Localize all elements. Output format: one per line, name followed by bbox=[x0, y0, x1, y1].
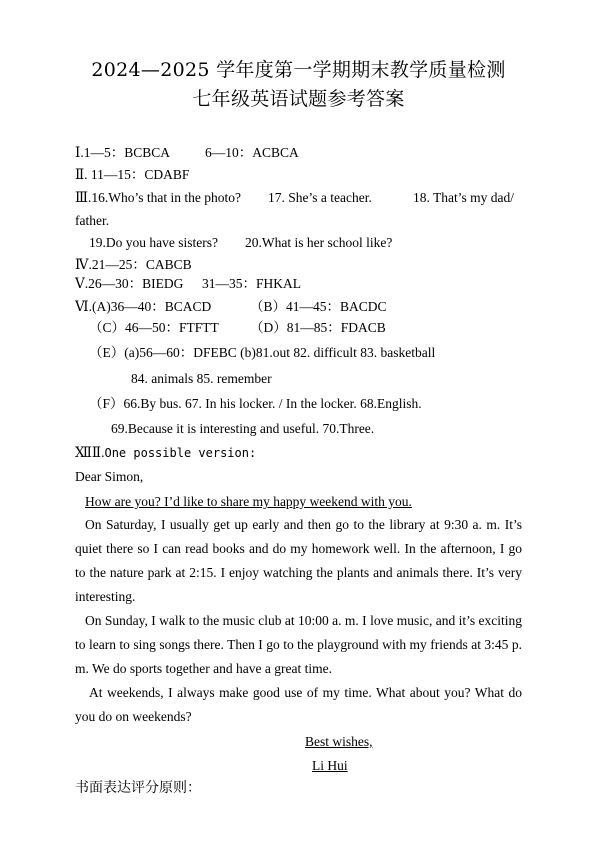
letter-greeting: Dear Simon, bbox=[75, 469, 144, 484]
answers-section-3e: 19.Do you have sisters? bbox=[89, 235, 218, 250]
answers-section-3c: 18. That’s my dad/ bbox=[413, 190, 514, 205]
letter-paragraph-3: At weekends, I always make good use of my time. What about you? What do you do on weekends? bbox=[75, 685, 522, 724]
answers-section-6h: 69.Because it is interesting and useful. 70.Three. bbox=[111, 421, 375, 436]
letter-paragraph-1: On Saturday, I usually get up early and then go to the library at 9:30 a. m. It’s quiet there so I can read books and do my homework well. In the afternoon, I go to the nature park at 2:15. I enjoy watching the plants and animals there. It’s very interesting. bbox=[75, 517, 522, 604]
answers-section-3d: father. bbox=[75, 213, 110, 228]
answers-section-1a: Ⅰ.1—5：BCBCA bbox=[75, 145, 170, 160]
answers-section-6b: （B）41—45：BACDC bbox=[250, 299, 387, 314]
answers-section-3b: 17. She’s a teacher. bbox=[268, 190, 372, 205]
answers-section-6e: （E）(a)56—60：DFEBC (b)81.out 82. difficult 83. basketball bbox=[89, 345, 436, 360]
letter-closing: Best wishes, bbox=[305, 734, 373, 749]
grading-criteria-heading: 书面表达评分原则： bbox=[75, 780, 201, 796]
answers-section-3f: 20.What is her school like? bbox=[245, 235, 393, 250]
answers-section-6a: Ⅵ.(A)36—40：BCACD bbox=[75, 299, 212, 314]
document-title: 2024—2025 学年度第一学期期末教学质量检测 bbox=[91, 59, 506, 81]
answers-section-5b: 31—35：FHKAL bbox=[202, 276, 302, 291]
answers-section-1b: 6—10：ACBCA bbox=[205, 145, 299, 160]
answers-section-3a: Ⅲ.16.Who’s that in the photo? bbox=[75, 190, 241, 205]
essay-section-number: ⅫⅡ. bbox=[75, 445, 105, 460]
answers-section-6d: （D）81—85：FDACB bbox=[250, 320, 386, 335]
letter-opening: How are you? I’d like to share my happy weekend with you. bbox=[85, 494, 412, 509]
answers-section-4: Ⅳ.21—25：CABCB bbox=[75, 257, 192, 272]
answers-section-5a: Ⅴ.26—30：BIEDG bbox=[75, 276, 184, 291]
answers-section-6g: （F）66.By bus. 67. In his locker. / In the locker. 68.English. bbox=[89, 396, 422, 411]
letter-paragraph-2: On Sunday, I walk to the music club at 10:00 a. m. I love music, and it’s exciting to learn to sing songs there. Then I go to the playground with my friends at 3:45 p. m. We do sports together and have a great time. bbox=[75, 613, 522, 676]
answers-section-2: Ⅱ. 11—15：CDABF bbox=[75, 167, 190, 182]
essay-heading-label: One possible version: bbox=[104, 446, 257, 460]
answers-section-6f: 84. animals 85. remember bbox=[131, 371, 272, 386]
letter-signature: Li Hui bbox=[312, 758, 348, 773]
document-subtitle: 七年级英语试题参考答案 bbox=[192, 88, 405, 110]
essay-heading bbox=[75, 445, 256, 461]
answers-section-6c: （C）46—50：FTFTT bbox=[89, 320, 219, 335]
